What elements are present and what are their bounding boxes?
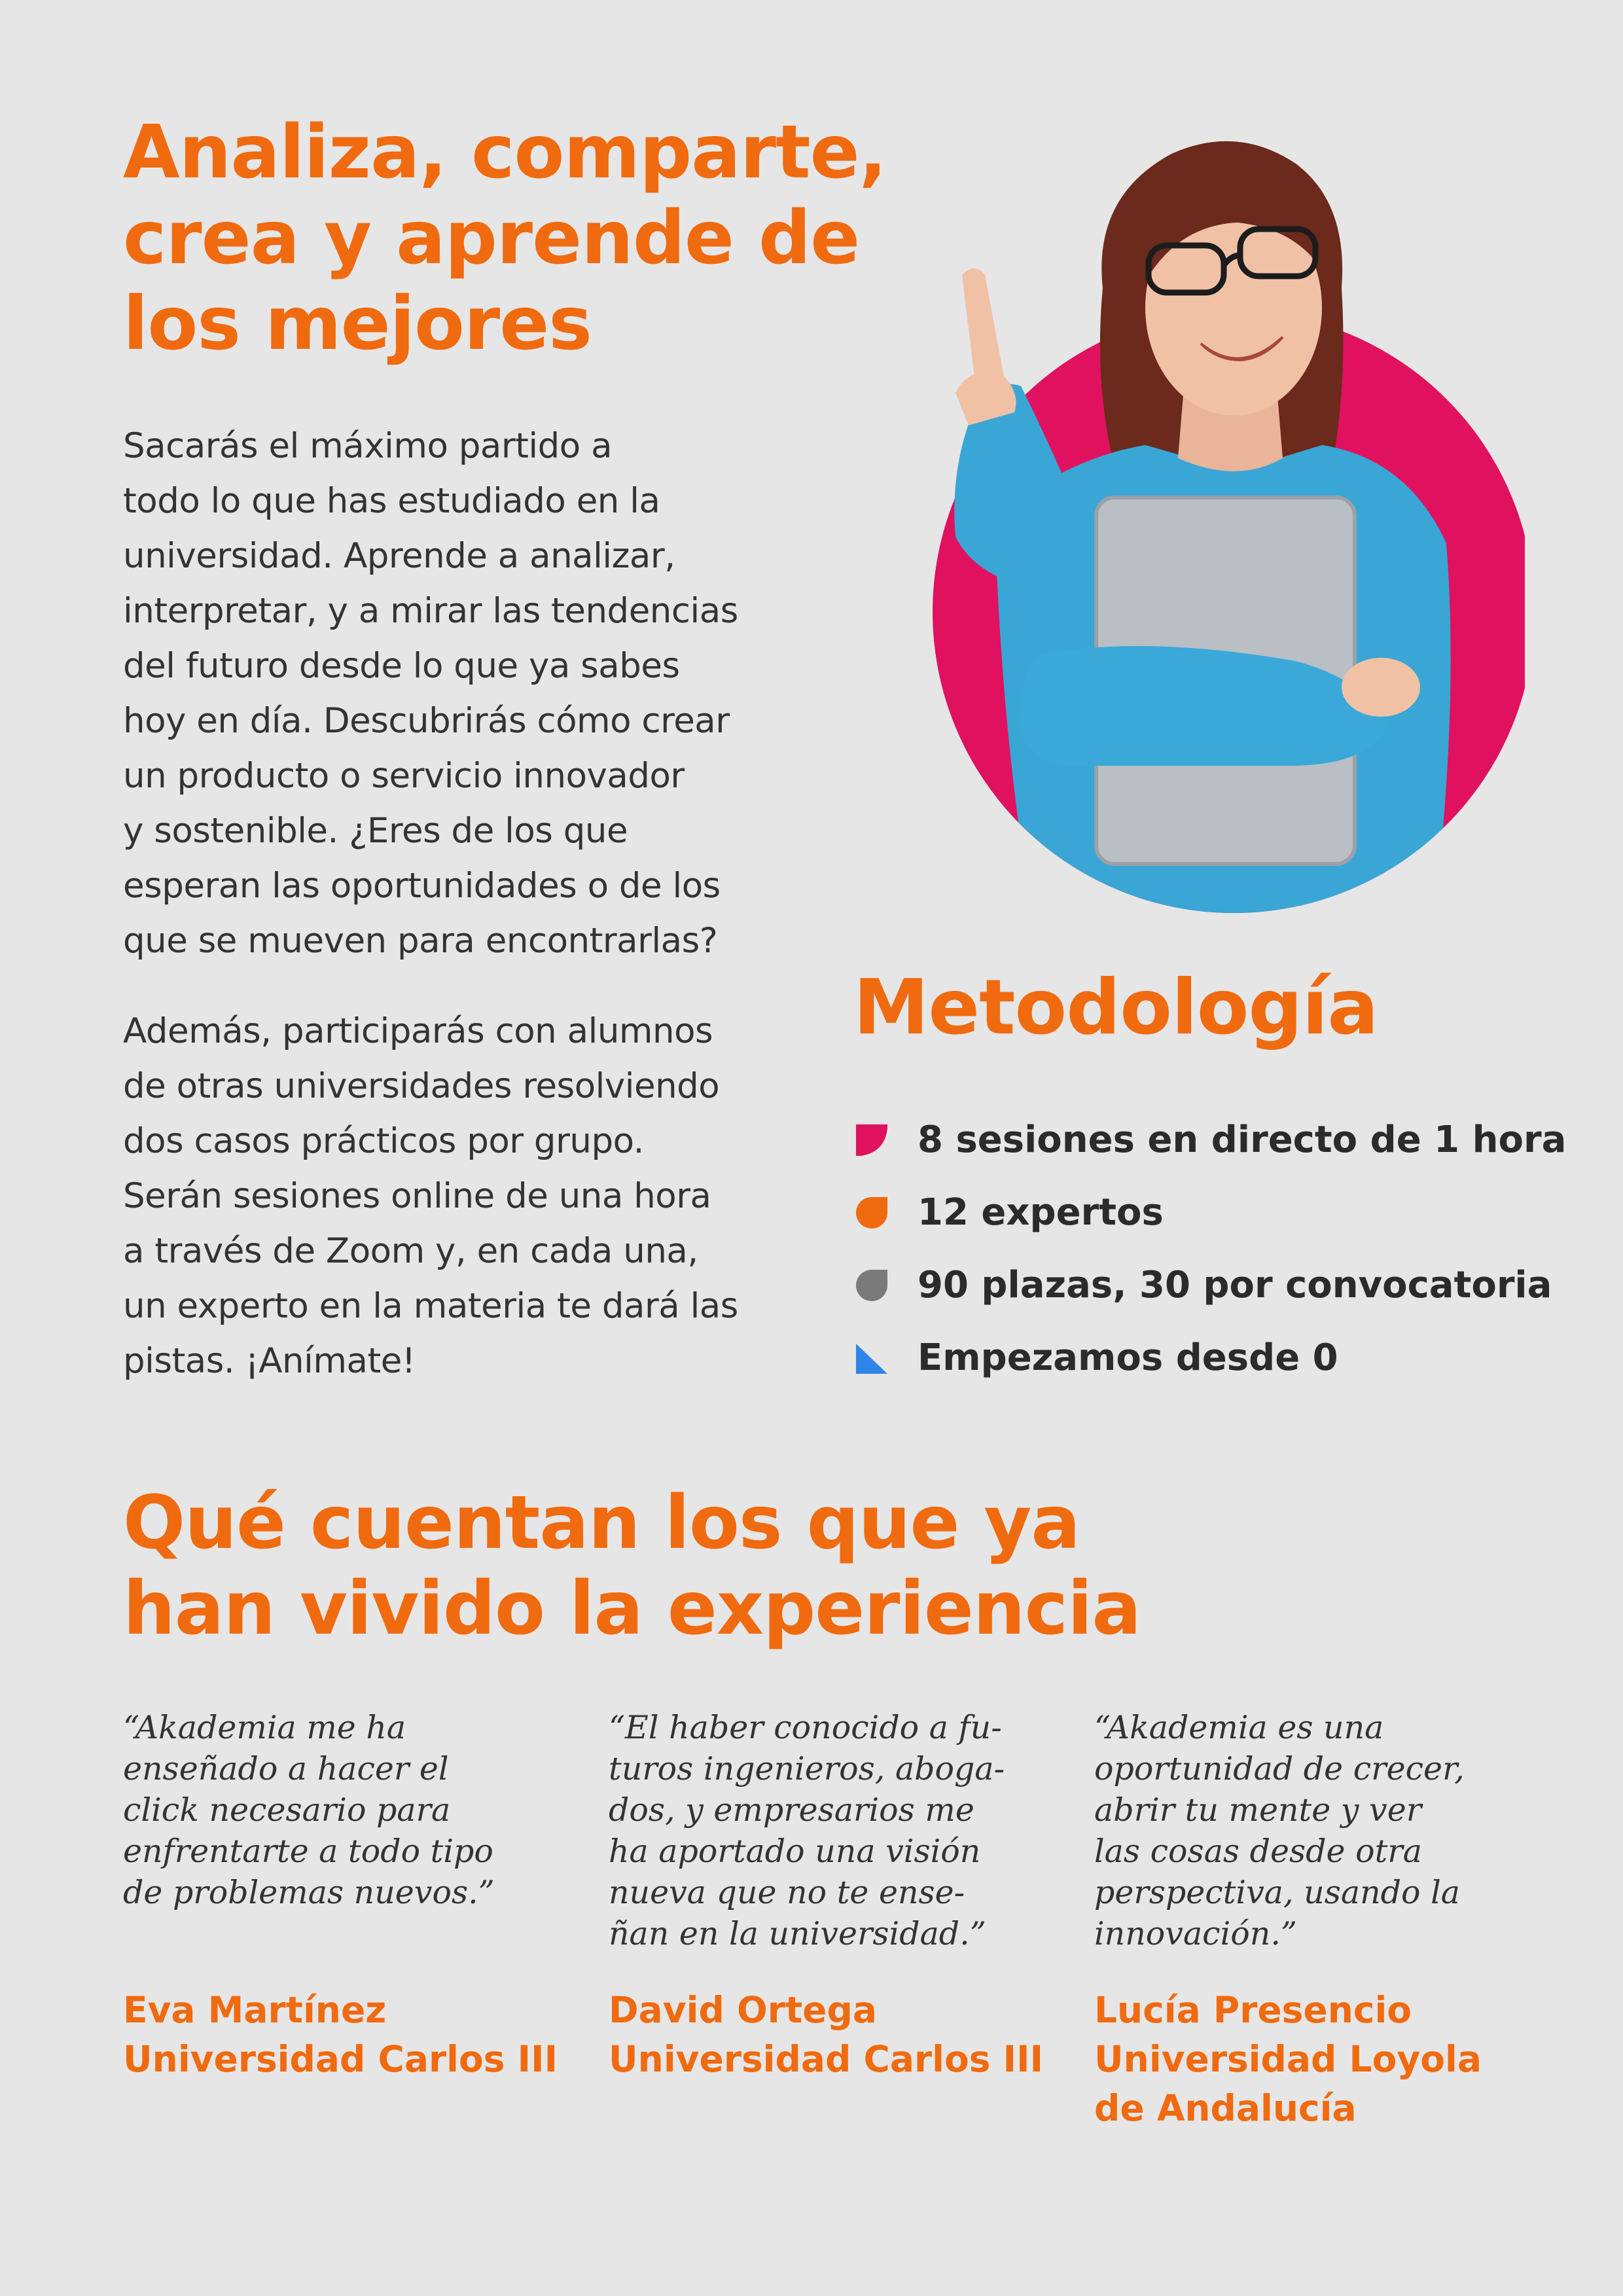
quote-line: abrir tu mente y ver: [1094, 1791, 1422, 1829]
author-university: de Andalucía: [1094, 2087, 1357, 2129]
author-name: Eva Martínez: [123, 1989, 387, 2031]
methodology-title: Metodología: [853, 963, 1378, 1052]
testimonial-author: [609, 1986, 1054, 2084]
quote-line: nueva que no te ense-: [609, 1874, 965, 1911]
testimonials-title-line: Qué cuentan los que ya: [123, 1480, 1080, 1566]
testimonials-title: [123, 1480, 1301, 1652]
paragraph-line: esperan las oportunidades o de los: [123, 866, 721, 906]
paragraph-line: que se mueven para encontrarlas?: [123, 921, 718, 961]
quote-line: click necesario para: [123, 1791, 451, 1829]
quote-line: “El haber conocido a fu-: [609, 1709, 1002, 1746]
quote-line: dos, y empresarios me: [609, 1791, 974, 1829]
author-name: David Ortega: [609, 1989, 877, 2031]
quote-line: “Akademia me ha: [123, 1709, 406, 1746]
testimonial-author: [123, 1986, 568, 2084]
methodology-item: [853, 1176, 1566, 1249]
quote-line: ñan en la universidad.”: [609, 1915, 986, 1952]
paragraph-line: Además, participarás con alumnos: [123, 1011, 713, 1051]
quote-line: innovación.”: [1094, 1915, 1297, 1952]
paragraph-line: universidad. Aprende a analizar,: [123, 536, 675, 576]
quote-line: oportunidad de crecer,: [1094, 1750, 1465, 1787]
author-university: Universidad Carlos III: [123, 2038, 558, 2080]
testimonial-quote: [123, 1707, 568, 1913]
author-university: Universidad Loyola: [1094, 2038, 1482, 2080]
magenta-leaf-icon: [853, 1122, 890, 1158]
testimonials-title-line: han vivido la experiencia: [123, 1566, 1141, 1651]
blue-triangle-icon: [853, 1340, 890, 1376]
intro-title-line: crea y aprende de: [123, 196, 860, 281]
student-illustration: [870, 118, 1525, 923]
paragraph-line: de otras universidades resolviendo: [123, 1066, 720, 1106]
intro-title-line: Analiza, comparte,: [123, 110, 887, 195]
gray-drop-icon: [853, 1267, 890, 1304]
methodology-item-label: 12 expertos: [918, 1191, 1164, 1234]
intro-paragraph-1: [123, 419, 810, 969]
testimonial-quote: [1094, 1707, 1539, 1954]
paragraph-line: un producto o servicio innovador: [123, 756, 685, 796]
quote-line: enseñado a hacer el: [123, 1750, 449, 1787]
quote-line: turos ingenieros, aboga-: [609, 1750, 1005, 1787]
paragraph-line: dos casos prácticos por grupo.: [123, 1121, 644, 1161]
methodology-item: [853, 1103, 1566, 1176]
quote-line: perspectiva, usando la: [1094, 1874, 1460, 1911]
quote-line: enfrentarte a todo tipo: [123, 1833, 493, 1870]
paragraph-line: un experto en la materia te dará las: [123, 1286, 738, 1326]
paragraph-line: todo lo que has estudiado en la: [123, 481, 660, 521]
methodology-item: [853, 1249, 1566, 1321]
methodology-item: [853, 1321, 1566, 1394]
methodology-item-label: 8 sesiones en directo de 1 hora: [918, 1119, 1567, 1161]
paragraph-line: Sacarás el máximo partido a: [123, 426, 613, 466]
testimonial-author: [1094, 1986, 1539, 2133]
author-university: Universidad Carlos III: [609, 2038, 1044, 2080]
quote-line: las cosas desde otra: [1094, 1833, 1422, 1870]
methodology-item-label: 90 plazas, 30 por convocatoria: [918, 1264, 1552, 1306]
methodology-list: [853, 1103, 1566, 1394]
testimonial-quote: [609, 1707, 1054, 1954]
intro-title: [123, 110, 887, 367]
paragraph-line: hoy en día. Descubrirás cómo crear: [123, 701, 730, 741]
quote-line: de problemas nuevos.”: [123, 1874, 495, 1911]
quote-line: “Akademia es una: [1094, 1709, 1384, 1746]
intro-title-line: los mejores: [123, 281, 592, 367]
paragraph-line: Serán sesiones online de una hora: [123, 1176, 711, 1216]
student-photo: [870, 118, 1525, 923]
quote-line: ha aportado una visión: [609, 1833, 981, 1870]
paragraph-line: interpretar, y a mirar las tendencias: [123, 591, 738, 631]
paragraph-line: a través de Zoom y, en cada una,: [123, 1231, 698, 1271]
author-name: Lucía Presencio: [1094, 1989, 1412, 2031]
intro-paragraph-2: [123, 1004, 810, 1389]
paragraph-line: del futuro desde lo que ya sabes: [123, 646, 680, 686]
orange-drop-icon: [853, 1194, 890, 1231]
paragraph-line: pistas. ¡Anímate!: [123, 1341, 416, 1381]
paragraph-line: y sostenible. ¿Eres de los que: [123, 811, 628, 851]
methodology-item-label: Empezamos desde 0: [918, 1336, 1338, 1379]
